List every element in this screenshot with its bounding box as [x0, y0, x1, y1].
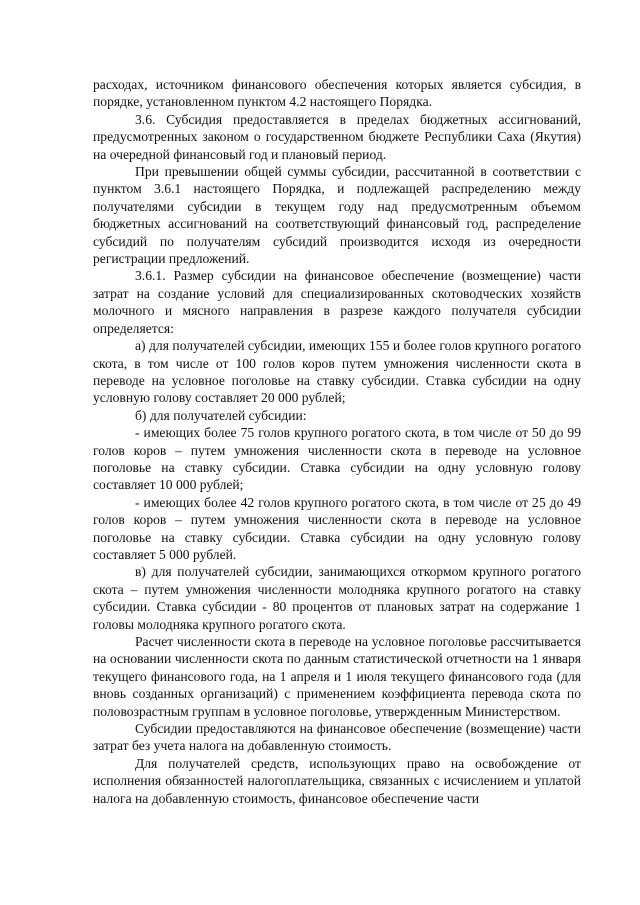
paragraph-item-a: а) для получателей субсидии, имеющих 155 и более голов крупного рогатого скота, в том числе от 100 голов коров путем умножения численности скота в переводе на условное поголовье на ставку субсидии. Ставка субсидии на одну условную голову составляет 20 000 рублей; [93, 338, 581, 406]
paragraph-3-6: 3.6. Субсидия предоставляется в пределах бюджетных ассигнований, предусмотренных законом о государственном бюджете Республики Саха (Якутия) на очередной финансовый год и плановый период. [93, 111, 581, 162]
paragraph-3-6-1: 3.6.1. Размер субсидии на финансовое обеспечение (возмещение) части затрат на создание условий для специализированных скотоводческих хозяйств молочного и мясного направления в разрезе каждого получателя субсидии определяется: [93, 268, 581, 336]
paragraph-vat-exempt: Для получателей средств, использующих право на освобождение от исполнения обязанностей налогоплательщика, связанных с исчислением и уплатой налога на добавленную стоимость, финансовое обеспечение части [93, 755, 581, 806]
paragraph-item-b-second: - имеющих более 42 голов крупного рогатого скота, в том числе от 25 до 49 голов коров – путем умножения численности скота в переводе на условное поголовье на ставку субсидии. Ставка субсидии на одну условную голову составляет 5 000 рублей. [93, 494, 581, 562]
paragraph-item-b: б) для получателей субсидии: [135, 407, 307, 423]
paragraph-1: расходах, источником финансового обеспечения которых является субсидия, в порядке, установленном пунктом 4.2 настоящего Порядка. [93, 77, 581, 110]
paragraph-item-b-first: - имеющих более 75 голов крупного рогатого скота, в том числе от 50 до 99 голов коров – путем умножения численности скота в переводе на условное поголовье на ставку субсидии. Ставка субсидии на одну условную голову составляет 10 000 рублей; [93, 425, 581, 493]
paragraph-item-c: в) для получателей субсидии, занимающихся откормом крупного рогатого скота – путем умножения численности молодняка крупного рогатого на ставку субсидии. Ставка субсидии - 80 процентов от плановых затрат на содержание 1 головы молодняка крупного рогатого скота. [93, 564, 581, 632]
document-page [93, 76, 581, 807]
paragraph-livestock-calculation: Расчет численности скота в переводе на условное поголовье рассчитывается на основании численности скота по данным статистической отчетности на 1 января текущего финансового года, на 1 апреля и 1 июля текущего финансового года (для вновь созданных организаций) с применением коэффициента перевода скота по половозрастным группам в условное поголовье, утвержденным Министерством. [93, 634, 581, 719]
paragraph-vat-exclusion: Субсидии предоставляются на финансовое обеспечение (возмещение) части затрат без учета налога на добавленную стоимость. [93, 721, 581, 754]
paragraph-excess-distribution: При превышении общей суммы субсидии, рассчитанной в соответствии с пунктом 3.6.1 настоящего Порядка, и подлежащей распределению между получателями субсидии в текущем году над предусмотренным объемом бюджетных ассигнований на соответствующий финансовый год, распределение субсидий по получателям субсидий производится исходя из очередности регистрации предложений. [93, 164, 581, 267]
